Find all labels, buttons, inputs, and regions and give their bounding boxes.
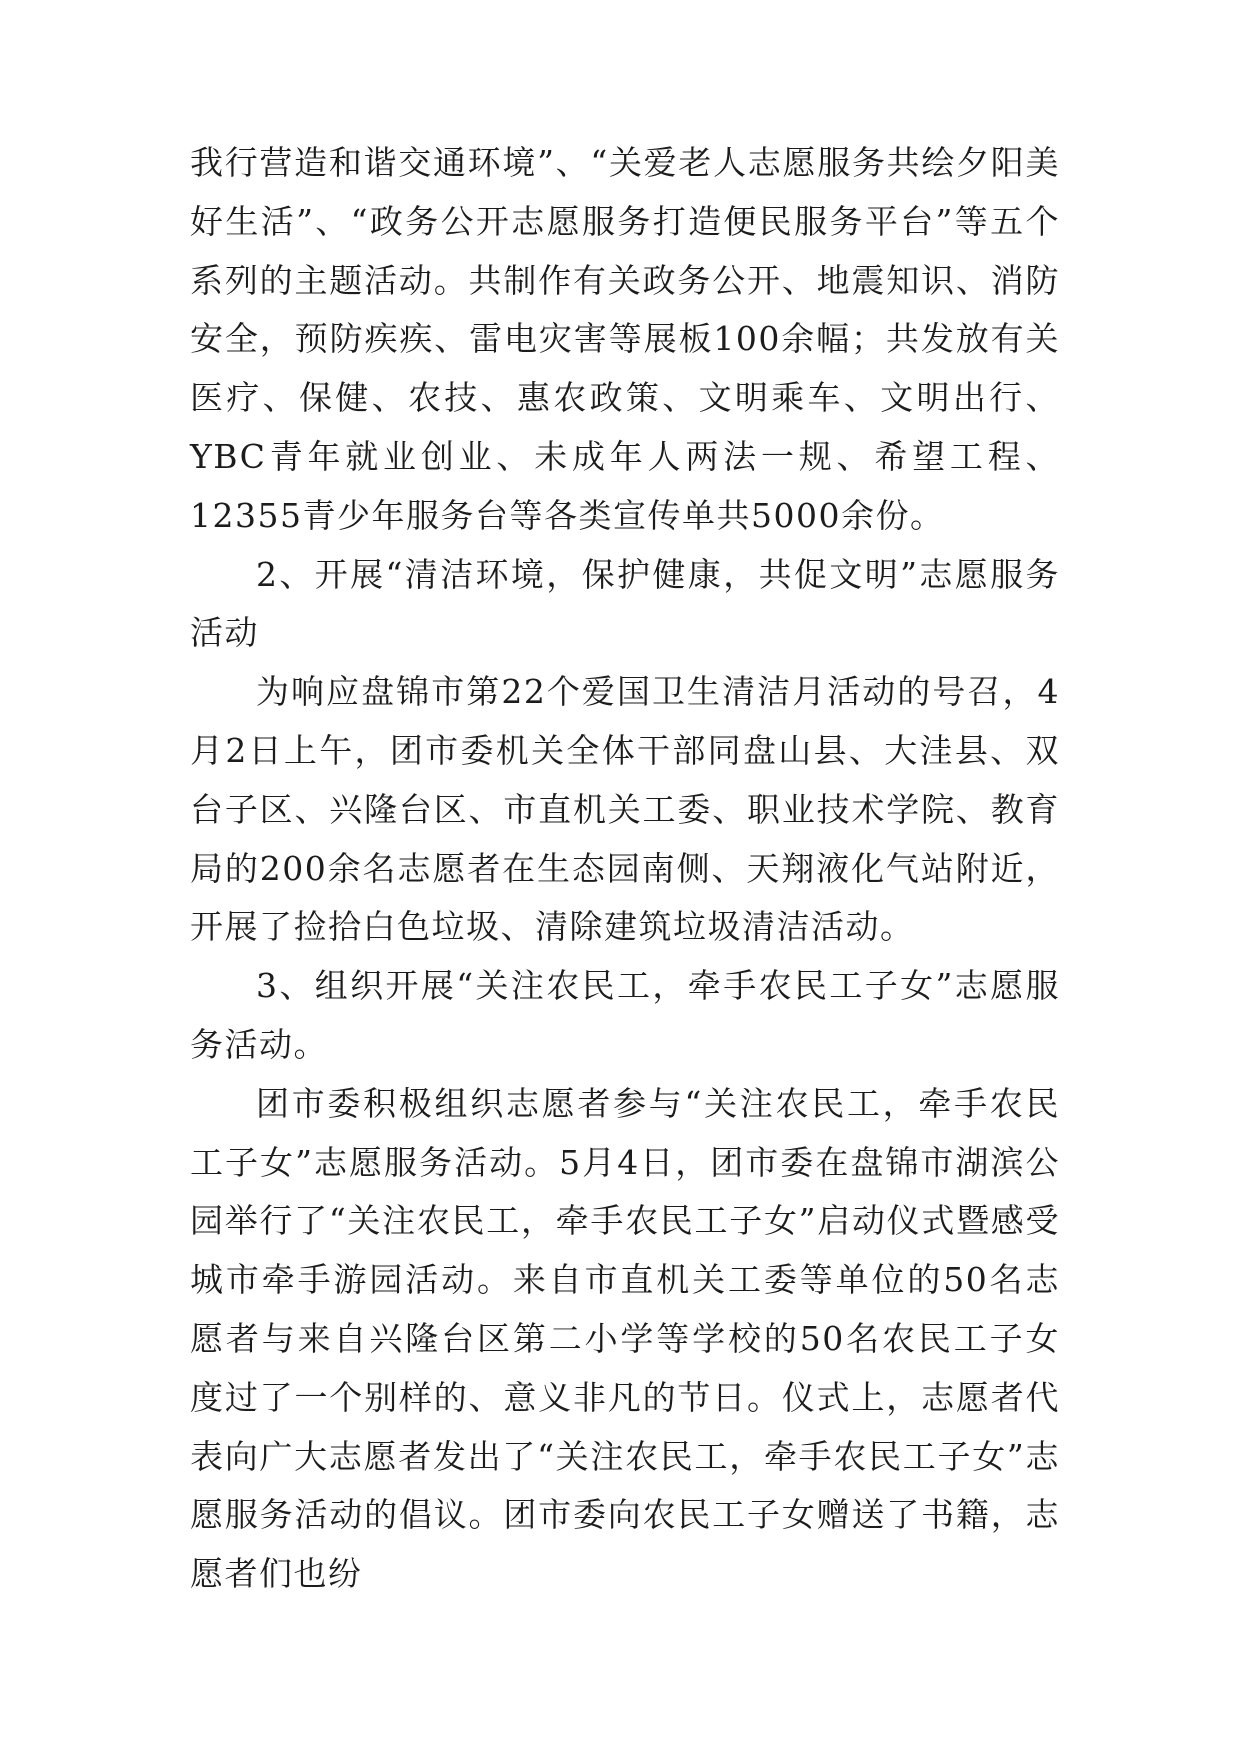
section-heading-2: 2、开展“清洁环境，保护健康，共促文明”志愿服务活动	[190, 554, 1060, 653]
paragraph-continuation: 我行营造和谐交通环境”、“关爱老人志愿服务共绘夕阳美好生活”、“政务公开志愿服务打造便民服务平台”等五个系列的主题活动。共制作有关政务公开、地震知识、消防安全，预防疾疾、雷电灾害等展板100余幅；共发放有关医疗、保健、农技、惠农政策、文明乘车、文明出行、YBC青年就业创业、未成年人两法一规、希望工程、12355青少年服务台等各类宣传单共5000余份。	[190, 143, 1060, 535]
document-body	[190, 134, 1060, 1604]
paragraph-cleanup-activity: 为响应盘锦市第22个爱国卫生清洁月活动的号召，4月2日上午，团市委机关全体干部同盘山县、大洼县、双台子区、兴隆台区、市直机关工委、职业技术学院、教育局的200余名志愿者在生态园南侧、天翔液化气站附近，开展了捡拾白色垃圾、清除建筑垃圾清洁活动。	[190, 672, 1060, 947]
section-heading-3: 3、组织开展“关注农民工，牵手农民工子女”志愿服务活动。	[190, 966, 1060, 1064]
paragraph-migrant-workers-activity: 团市委积极组织志愿者参与“关注农民工，牵手农民工子女”志愿服务活动。5月4日，团市委在盘锦市湖滨公园举行了“关注农民工，牵手农民工子女”启动仪式暨感受城市牵手游园活动。来自市直机关工委等单位的50名志愿者与来自兴隆台区第二小学等学校的50名农民工子女度过了一个别样的、意义非凡的节日。仪式上，志愿者代表向广大志愿者发出了“关注农民工，牵手农民工子女”志愿服务活动的倡议。团市委向农民工子女赠送了书籍，志愿者们也纷	[190, 1083, 1060, 1594]
